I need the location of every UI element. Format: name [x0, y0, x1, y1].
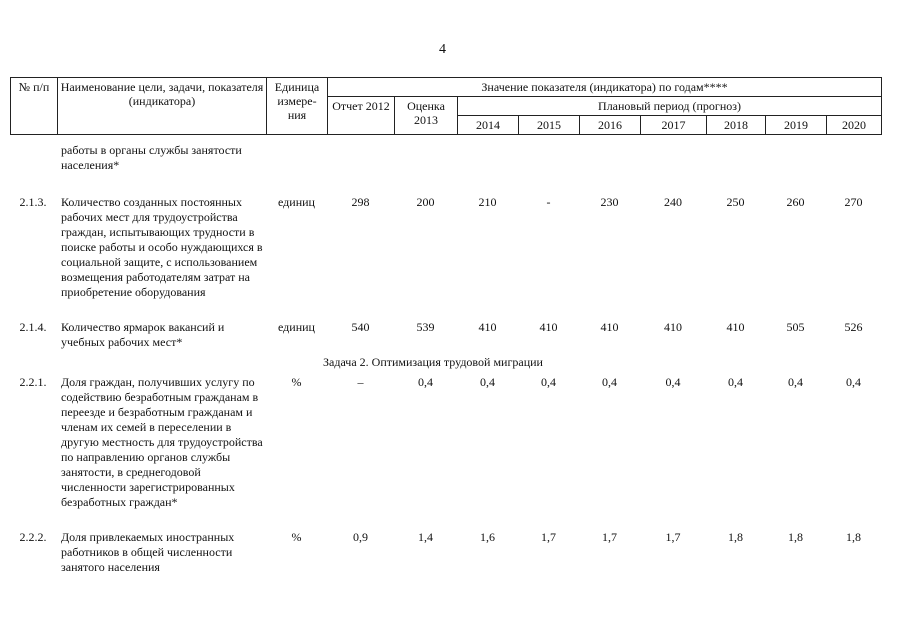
row-name: Количество ярмарок вакансий и учебных рабочих мест*: [61, 320, 225, 349]
row-value: 410: [600, 320, 619, 334]
row-value: 240: [664, 195, 682, 209]
row-name: Количество созданных постоянных рабочих мест для трудоустройства граждан, испытывающих трудности в поиске работы и особо нуждающихся в социальной защите, с использованием возмещения работодателям затрат на приобретение оборудования: [61, 195, 263, 299]
row-value: 1,4: [418, 530, 433, 544]
header-year: 2019: [766, 116, 827, 135]
header-values-group: Значение показателя (индикатора) по годам****: [328, 78, 882, 97]
row-num: 2.2.2.: [19, 530, 47, 544]
header-name: Наименование цели, задачи, показателя (индикатора): [58, 78, 267, 135]
row-num: 2.1.3.: [19, 195, 47, 209]
row-unit: единиц: [278, 195, 315, 209]
row-value: 410: [478, 320, 497, 334]
row-num: 2.1.4.: [19, 320, 47, 334]
row-value: 0,4: [665, 375, 681, 389]
row-value: 0,4: [480, 375, 495, 389]
header-num: № п/п: [11, 78, 58, 135]
header-year: 2015: [519, 116, 580, 135]
row-value: 0,4: [846, 375, 861, 389]
table-header: [10, 77, 882, 135]
row-value: 0,4: [728, 375, 743, 389]
row-value: 0,9: [353, 530, 368, 544]
row-value: 0,4: [788, 375, 803, 389]
row-value: 410: [539, 320, 558, 334]
task-title: Задача 2. Оптимизация трудовой миграции: [323, 355, 543, 369]
header-plan-group: Плановый период (прогноз): [458, 97, 882, 116]
header-report: Отчет 2012: [328, 97, 395, 135]
row-value: 1,7: [602, 530, 617, 544]
header-year: 2016: [580, 116, 641, 135]
row-value: 0,4: [418, 375, 433, 389]
row-name: Доля граждан, получивших услугу по содействию безработным гражданам в переезде и безработным гражданам и членам их семей в переселении в другую местность для трудоустройства по направлению органов службы занятости, в среднегодовой численности зарегистрированных безработных граждан*: [61, 375, 263, 509]
row-value: 410: [664, 320, 682, 334]
page-number: 4: [439, 42, 446, 57]
continuation-text: работы в органы службы занятости населения*: [61, 143, 242, 172]
row-unit: единиц: [278, 320, 315, 334]
row-value: 1,8: [846, 530, 861, 544]
row-value: 1,8: [728, 530, 743, 544]
row-value: 270: [844, 195, 863, 209]
row-value: 1,6: [480, 530, 495, 544]
row-value: 1,7: [665, 530, 681, 544]
row-num: 2.2.1.: [19, 375, 47, 389]
header-estimate: Оценка 2013: [395, 97, 458, 135]
header-year: 2014: [458, 116, 519, 135]
row-name: Доля привлекаемых иностранных работников в общей численности занятого населения: [61, 530, 235, 574]
row-value: 210: [478, 195, 497, 209]
row-value: 298: [351, 195, 370, 209]
row-value: –: [357, 375, 364, 389]
row-value: 260: [786, 195, 805, 209]
row-value: -: [546, 195, 551, 209]
row-unit: %: [291, 530, 302, 544]
header-year: 2018: [707, 116, 766, 135]
row-value: 0,4: [602, 375, 617, 389]
row-value: 1,8: [788, 530, 803, 544]
continuation-row: [10, 143, 881, 173]
row-unit: %: [291, 375, 302, 389]
row-value: 250: [726, 195, 745, 209]
header-year: 2020: [827, 116, 882, 135]
row-value: 0,4: [541, 375, 556, 389]
row-value: 1,7: [541, 530, 556, 544]
header-year: 2017: [641, 116, 707, 135]
row-value: 540: [351, 320, 370, 334]
row-value: 526: [844, 320, 863, 334]
row-value: 505: [786, 320, 805, 334]
row-value: 200: [416, 195, 435, 209]
header-unit: Единица измере-ния: [267, 78, 328, 135]
row-value: 230: [600, 195, 619, 209]
row-value: 539: [416, 320, 435, 334]
row-value: 410: [726, 320, 745, 334]
